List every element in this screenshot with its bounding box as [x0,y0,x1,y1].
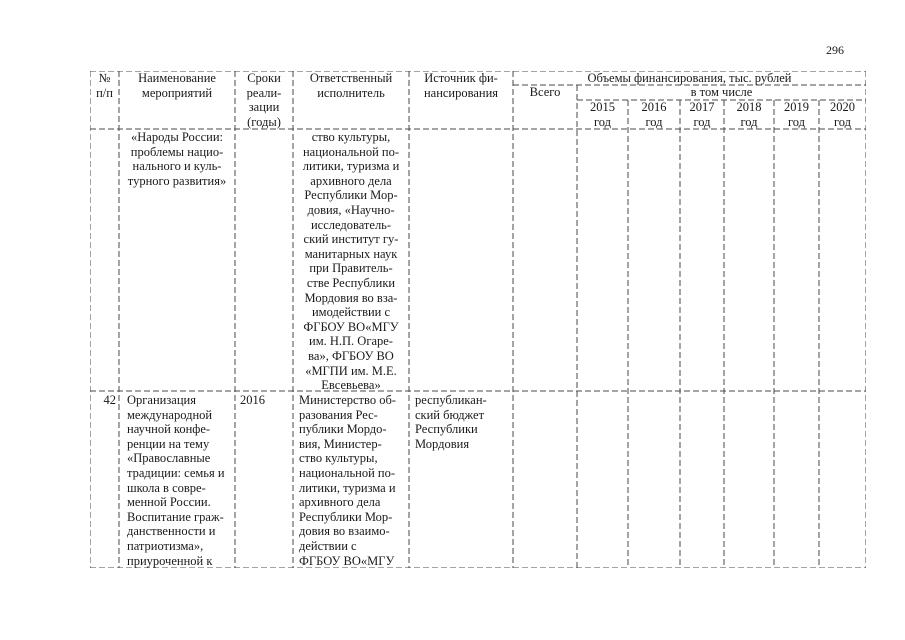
header-financing-volumes: Объемы финансирования, тыс. рублей [587,71,792,85]
header-activity-name: Наименование мероприятий [138,71,216,100]
header-year-2016: 2016 год [641,100,667,129]
row-1-activity-name: «Народы России: проблемы нацио- нального и куль- турного развития» [127,130,227,188]
header-year-2019: 2019 год [784,100,809,129]
header-source: Источник фи- нансирования [423,71,499,100]
header-year-2018: 2018 год [736,100,762,129]
header-number: № п/п [96,71,113,100]
row-2-activity-name: Организация международной научной конфе- ренции на тему «Православные традиции: семья и школа в совре- менной России. Воспитание граж- данственности и патриотизма», приуроченной к [127,393,225,568]
header-year-2015: 2015 год [590,100,615,129]
header-total: Всего [529,85,561,99]
row-2-term: 2016 [240,393,265,407]
row-2-source: республикан- ский бюджет Республики Мордовия [415,393,487,451]
header-executor: Ответственный исполнитель [309,71,393,100]
header-term: Сроки реали- зации (годы) [246,71,282,129]
financing-table [90,71,866,568]
row-2-number: 42 [103,393,116,407]
row-2-executor: Министерство об- разования Рес- публики Мордо- вия, Министер- ство культуры, национальной по- литики, туризма и архивного дела Республики Мор- довия во взаимо- действии с ФГБОУ ВО«МГУ [299,393,396,568]
row-1-executor: ство культуры, национальной по- литики, туризма и архивного дела Республики Мор- довия, «Научно- исследователь- ский институт гу- манитарных наук при Правитель- стве Республики Мордовия во вза- имодействии с ФГБОУ ВО«МГУ им. Н.П. Огаре- ва», ФГБОУ ВО «МГПИ им. М.Е. Евсевьева» [302,130,400,393]
header-year-2017: 2017 год [689,100,715,129]
header-including: в том числе [690,85,753,99]
header-year-2020: 2020 год [830,100,855,129]
page-number: 296 [826,43,844,57]
